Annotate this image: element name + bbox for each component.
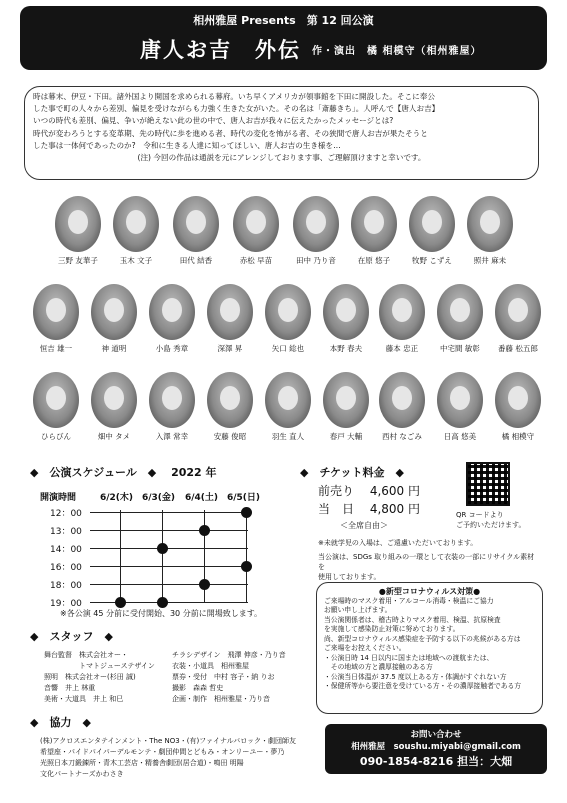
cast-name: 三野 友華子	[58, 256, 98, 265]
covid-line: 当公演関係者は、稽古時よりマスク着用、検温、抗原検査	[324, 615, 501, 624]
cast-name: 羽生 直人	[271, 432, 305, 441]
synopsis-note: (注) 今回の作品は通説を元にアレンジしております事、ご理解頂けますと幸いです。	[137, 153, 426, 163]
cast-member	[486, 372, 550, 442]
staff-line: 票券・受付 中村 容子・納 りお	[172, 673, 275, 681]
portrait-photo	[409, 196, 455, 252]
portrait-photo	[265, 284, 311, 340]
cast-name: 深澤 昇	[217, 344, 243, 353]
cast-member	[256, 372, 320, 442]
cast-member	[400, 196, 464, 266]
cast-member	[82, 372, 146, 442]
director-credit: 作・演出 橘 相模守（相州雅屋）	[312, 46, 482, 57]
performance-dot	[241, 507, 252, 518]
grid-line	[90, 584, 248, 585]
cast-name: 安藤 俊昭	[213, 432, 247, 441]
qr-note-line: ご予約いただけます。	[456, 521, 526, 529]
synopsis-box	[24, 86, 539, 180]
grid-line	[162, 510, 163, 602]
performance-dot	[241, 561, 252, 572]
presents-line: 相州雅屋 Presents 第 12 回公演	[193, 14, 374, 27]
schedule-date: 6/3(金)	[142, 493, 176, 503]
portrait-photo	[33, 372, 79, 428]
ticket-seating: ＜全席自由＞	[340, 521, 388, 530]
cast-name: 恒吉 雄一	[39, 344, 73, 353]
covid-line: ・公演当日体温が 37.5 度以上ある方・体調がすぐれない方	[324, 672, 507, 681]
cast-name: 畑中 タメ	[97, 432, 131, 441]
ticket-title: ◆ チケット料金 ◆	[300, 466, 404, 479]
portrait-photo	[55, 196, 101, 252]
qr-note	[456, 510, 525, 530]
ticket-note: ※未就学児の入場は、ご遠慮いただいております。	[318, 539, 478, 547]
cast-name: 橘 相模守	[501, 432, 535, 441]
cast-name: 田中 乃り音	[296, 256, 336, 265]
portrait-photo	[293, 196, 339, 252]
coop-line: 文化パートナーズかわさき	[40, 770, 124, 778]
performance-dot	[115, 597, 126, 608]
portrait-photo	[467, 196, 513, 252]
contact-phone[interactable]: 090-1854-8216 担当：大畑	[359, 755, 513, 768]
schedule-time: 18：00	[50, 581, 82, 591]
covid-title: ●新型コロナウィルス対策●	[378, 587, 481, 596]
schedule-title: ◆ 公演スケジュール ◆ 2022 年	[30, 466, 217, 479]
performance-dot	[199, 579, 210, 590]
cast-name: 中宅間 敏彰	[440, 344, 480, 353]
grid-line	[90, 530, 248, 531]
synopsis-line: いつの時代も差別、偏見、争いが絶えない此の世の中で、唐人お吉が我々に伝えたかったメッセージとは?	[33, 116, 394, 126]
staff-line: 衣装・小道具 相州雅屋	[172, 662, 249, 670]
portrait-photo	[437, 372, 483, 428]
portrait-photo	[33, 284, 79, 340]
cast-member	[224, 196, 288, 266]
qr-code[interactable]	[466, 462, 510, 506]
cast-name: ひらびん	[41, 432, 71, 441]
ticket-advance: 前売り 4,600 円	[318, 484, 420, 498]
covid-line: を実施して感染防止対策に努めております。	[324, 625, 460, 633]
portrait-photo	[437, 284, 483, 340]
portrait-photo	[233, 196, 279, 252]
cast-name: 日高 悠美	[443, 432, 477, 441]
cast-member	[24, 284, 88, 354]
cast-name: 赤松 早苗	[239, 256, 273, 265]
cast-name: 矢口 総也	[271, 344, 305, 353]
covid-notice	[316, 582, 543, 714]
synopsis-line: 時代が変わろうとする変革期、先の時代に歩を進める者、時代の変化を怖がる者、その狭間で唐人お吉が果たそうと	[33, 128, 428, 138]
schedule-time: 14：00	[50, 545, 82, 555]
staff-line: 美術・大道具 井上 和巳	[44, 695, 124, 703]
covid-line: ご来場をお控えください。	[324, 644, 406, 652]
cast-member	[370, 284, 434, 354]
cast-member	[256, 284, 320, 354]
cast-member	[342, 196, 406, 266]
portrait-photo	[113, 196, 159, 252]
staff-line: 企画・制作 相州雅屋・乃り音	[172, 695, 270, 703]
staff-line: 音響 井上 林重	[44, 684, 96, 692]
grid-line	[120, 510, 121, 602]
schedule-time: 16：00	[50, 563, 82, 573]
grid-line	[246, 510, 247, 602]
cast-name: 在原 悠子	[357, 256, 391, 265]
cast-name: 番藤 松五郎	[498, 344, 538, 353]
schedule-time: 13：00	[50, 527, 82, 537]
schedule-date: 6/4(土)	[185, 493, 219, 503]
performance-dot	[157, 543, 168, 554]
performance-dot	[157, 597, 168, 608]
grid-line	[90, 566, 248, 567]
schedule-note: ※各公演 45 分前に受付開始、30 分前に開場致します。	[60, 609, 263, 618]
coop-line: 希望座・パイドパイパーデルモンテ・劇団仲間とどもみ・オンリーユー・夢乃	[40, 748, 285, 756]
cast-name: 入澤 常幸	[155, 432, 189, 441]
cast-name: 玉木 文子	[119, 256, 153, 265]
staff-line: トマトジューステザイン	[44, 662, 155, 670]
cast-member	[486, 284, 550, 354]
cast-member	[140, 284, 204, 354]
portrait-photo	[91, 284, 137, 340]
cast-name: 藤本 忠正	[385, 344, 419, 353]
portrait-photo	[207, 284, 253, 340]
cast-member	[314, 284, 378, 354]
covid-line: その地域の方と濃厚接触のある方	[324, 663, 433, 671]
portrait-photo	[495, 372, 541, 428]
staff-title: ◆ スタッフ ◆	[30, 630, 113, 643]
play-title: 唐人お吉 外伝	[140, 37, 301, 62]
covid-line: 尚、新型コロナウィルス感染症を予防する以下の兆候がある方は	[324, 634, 521, 643]
coop-line: (株)アクロスエンタテインメント・The NO3・(有)ファイナルバロック・劇団師友	[40, 737, 297, 745]
grid-line	[90, 548, 248, 549]
staff-line: 撮影 森森 哲史	[172, 684, 224, 692]
cast-name: 小島 秀章	[155, 344, 189, 353]
portrait-photo	[149, 284, 195, 340]
cast-member	[46, 196, 110, 266]
synopsis-line: した事は一体何であったのか? 令和に生きる人達に知ってほしい、唐人お吉の生き様を…	[33, 140, 341, 150]
header-banner	[20, 6, 547, 70]
portrait-photo	[323, 372, 369, 428]
cast-name: 田代 結香	[179, 256, 213, 265]
cast-member	[370, 372, 434, 442]
sdgs-note	[318, 552, 538, 582]
cast-member	[104, 196, 168, 266]
coop-line: 光照日本刀鍛錬所・青木工芸店・精養舎劇団(居合道)・鳴田 明陽	[40, 759, 244, 767]
sdgs-note-line: 当公演は、SDGs 取り組みの一環として衣装の一部にリサイクル素材を	[318, 553, 535, 571]
portrait-photo	[265, 372, 311, 428]
portrait-photo	[323, 284, 369, 340]
contact-title: お問い合わせ	[410, 730, 462, 740]
portrait-photo	[149, 372, 195, 428]
staff-line: 舞台監督 株式会社オー・	[44, 651, 128, 659]
cast-member	[140, 372, 204, 442]
cast-member	[198, 284, 262, 354]
cast-member	[164, 196, 228, 266]
portrait-photo	[379, 284, 425, 340]
portrait-photo	[351, 196, 397, 252]
cast-member	[428, 284, 492, 354]
covid-line: ご来場時のマスク着用・アルコール消毒・検温にご協力	[324, 596, 494, 605]
cast-member	[284, 196, 348, 266]
schedule-date: 6/5(日)	[227, 493, 261, 503]
schedule-time: 12：00	[50, 509, 82, 519]
coop-title: ◆ 協力 ◆	[30, 716, 91, 729]
cast-name: 神 道明	[101, 344, 127, 353]
cast-member	[24, 372, 88, 442]
staff-line: 照明 株式会社オー(杉田 誠)	[44, 673, 136, 681]
portrait-photo	[173, 196, 219, 252]
performance-dot	[199, 525, 210, 536]
cast-name: 照井 麻未	[473, 256, 507, 265]
cast-member	[82, 284, 146, 354]
portrait-photo	[207, 372, 253, 428]
cast-name: 春戸 大輔	[329, 432, 363, 441]
contact-box	[325, 724, 547, 774]
qr-note-line: QR コードより	[456, 511, 504, 519]
staff-line: チラシデザイン 飛澤 伸彦・乃り音	[172, 651, 286, 659]
portrait-photo	[91, 372, 137, 428]
sdgs-note-line: 使用しております。	[318, 573, 381, 581]
cast-member	[198, 372, 262, 442]
cast-member	[428, 372, 492, 442]
grid-line	[90, 602, 248, 603]
synopsis-line: した事で町の人々から差別、偏見を受けながらも力強く生きた女がいた。その名は「斎藤きち」。人呼んで【唐人お吉】	[33, 104, 440, 114]
cast-member	[314, 372, 378, 442]
cast-member	[458, 196, 522, 266]
covid-line: ・保健所等から要注意を受けている方・その濃厚接触者である方	[324, 682, 522, 690]
synopsis-line: 時は幕末、伊豆・下田。諸外国より開国を求められる幕府。いち早くアメリカが領事館を下田に開設した。そこに奉公	[33, 92, 435, 101]
portrait-photo	[379, 372, 425, 428]
cast-name: 本野 春夫	[329, 344, 363, 353]
covid-line: お願い申し上げます。	[324, 606, 392, 614]
ticket-door: 当 日 4,800 円	[318, 502, 420, 516]
grid-line	[90, 512, 248, 513]
schedule-head: 開演時間	[40, 493, 77, 503]
schedule-time: 19：00	[50, 599, 82, 609]
schedule-date: 6/2(木)	[100, 493, 134, 503]
portrait-photo	[495, 284, 541, 340]
cast-name: 西村 なごみ	[382, 432, 422, 441]
covid-line: ・公演日時 14 日以内に国または地域への渡航または、	[324, 653, 494, 662]
cast-name: 牧野 こずえ	[412, 256, 452, 265]
contact-email[interactable]: 相州雅屋 soushu.miyabi@gmail.com	[351, 742, 521, 752]
